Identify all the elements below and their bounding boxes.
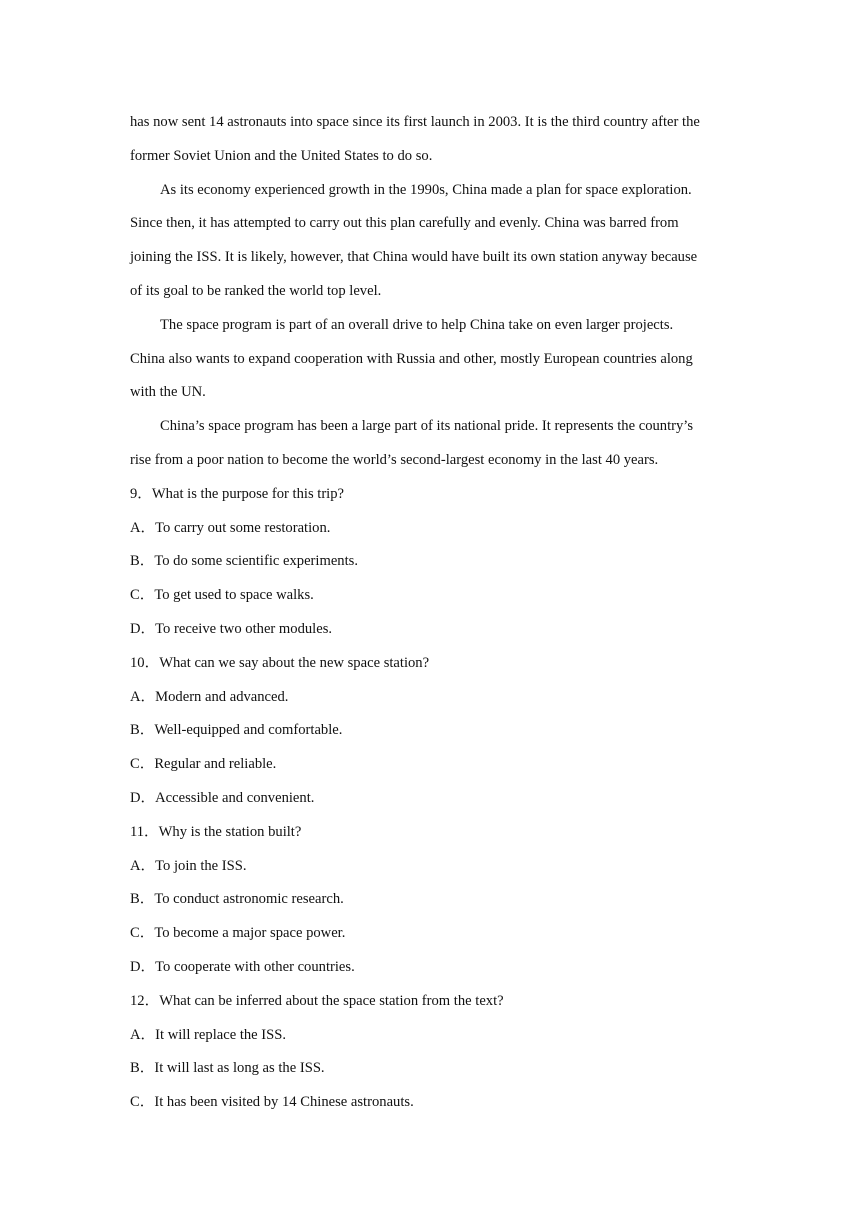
answer-option-c[interactable]: [130, 750, 730, 784]
question-stem: [130, 818, 730, 852]
passage-line: China’s space program has been a large part of its national pride. It represents the country’s: [160, 418, 694, 435]
reading-passage: [130, 108, 730, 480]
question-number: 9．: [130, 485, 152, 502]
answer-option-b[interactable]: [130, 716, 730, 750]
answer-option-a[interactable]: [130, 514, 730, 548]
option-text: Regular and reliable.: [154, 756, 277, 773]
passage-line: Since then, it has attempted to carry out this plan carefully and evenly. China was barred from: [130, 215, 679, 232]
question-stem: [130, 480, 730, 514]
option-text: To cooperate with other countries.: [155, 958, 355, 975]
question-12: [130, 987, 730, 1122]
answer-option-d[interactable]: [130, 953, 730, 987]
passage-line: rise from a poor nation to become the world’s second-largest economy in the last 40 years.: [130, 451, 659, 468]
answer-option-c[interactable]: [130, 919, 730, 953]
answer-option-b[interactable]: [130, 885, 730, 919]
option-text: To join the ISS.: [155, 857, 247, 874]
passage-line: has now sent 14 astronauts into space since its first launch in 2003. It is the third country after the: [130, 114, 700, 130]
answer-option-a[interactable]: [130, 683, 730, 717]
option-letter: C．: [130, 756, 155, 773]
passage-line: As its economy experienced growth in the 1990s, China made a plan for space exploration.: [160, 181, 692, 198]
document-page: [130, 108, 730, 1122]
option-letter: A．: [130, 1026, 156, 1043]
option-letter: B．: [130, 1060, 155, 1077]
option-letter: B．: [130, 891, 155, 908]
question-11: [130, 818, 730, 987]
option-text: Accessible and convenient.: [155, 789, 315, 806]
question-text: What can be inferred about the space station from the text?: [159, 992, 504, 1009]
answer-option-d[interactable]: [130, 615, 730, 649]
option-letter: B．: [130, 553, 155, 570]
option-text: It will last as long as the ISS.: [154, 1060, 325, 1077]
option-letter: D．: [130, 789, 156, 806]
question-number: 11．: [130, 823, 159, 840]
option-text: Well-equipped and comfortable.: [154, 722, 343, 739]
passage-line: China also wants to expand cooperation with Russia and other, mostly European countries along: [130, 350, 693, 367]
option-letter: A．: [130, 857, 156, 874]
question-stem: [130, 649, 730, 683]
passage-line: former Soviet Union and the United States to do so.: [130, 147, 433, 164]
question-9: [130, 480, 730, 649]
passage-line: The space program is part of an overall drive to help China take on even larger projects.: [160, 316, 674, 333]
question-10: [130, 649, 730, 818]
question-text: Why is the station built?: [158, 823, 302, 840]
question-number: 12．: [130, 992, 160, 1009]
option-text: To do some scientific experiments.: [154, 553, 358, 570]
option-letter: C．: [130, 587, 155, 604]
answer-option-a[interactable]: [130, 1021, 730, 1055]
option-text: It will replace the ISS.: [155, 1026, 287, 1043]
answer-option-c[interactable]: [130, 1088, 730, 1122]
option-text: To get used to space walks.: [154, 587, 314, 604]
option-text: To carry out some restoration.: [155, 519, 331, 536]
option-letter: C．: [130, 925, 155, 942]
answer-option-a[interactable]: [130, 852, 730, 886]
question-stem: [130, 987, 730, 1021]
option-letter: A．: [130, 688, 156, 705]
passage-line: with the UN.: [130, 384, 206, 401]
option-letter: A．: [130, 519, 156, 536]
option-text: To receive two other modules.: [155, 620, 333, 637]
option-text: To become a major space power.: [154, 925, 346, 942]
option-letter: D．: [130, 620, 156, 637]
passage-line: joining the ISS. It is likely, however, that China would have built its own station anyway because: [130, 249, 698, 266]
option-letter: C．: [130, 1094, 155, 1111]
question-text: What is the purpose for this trip?: [151, 485, 345, 502]
answer-option-c[interactable]: [130, 581, 730, 615]
question-number: 10．: [130, 654, 160, 671]
answer-option-b[interactable]: [130, 547, 730, 581]
option-text: To conduct astronomic research.: [154, 891, 344, 908]
option-letter: D．: [130, 958, 156, 975]
question-text: What can we say about the new space station?: [159, 654, 430, 671]
answer-option-b[interactable]: [130, 1054, 730, 1088]
option-text: Modern and advanced.: [155, 688, 289, 705]
passage-line: of its goal to be ranked the world top level.: [130, 282, 382, 299]
answer-option-d[interactable]: [130, 784, 730, 818]
option-letter: B．: [130, 722, 155, 739]
option-text: It has been visited by 14 Chinese astronauts.: [154, 1094, 414, 1111]
